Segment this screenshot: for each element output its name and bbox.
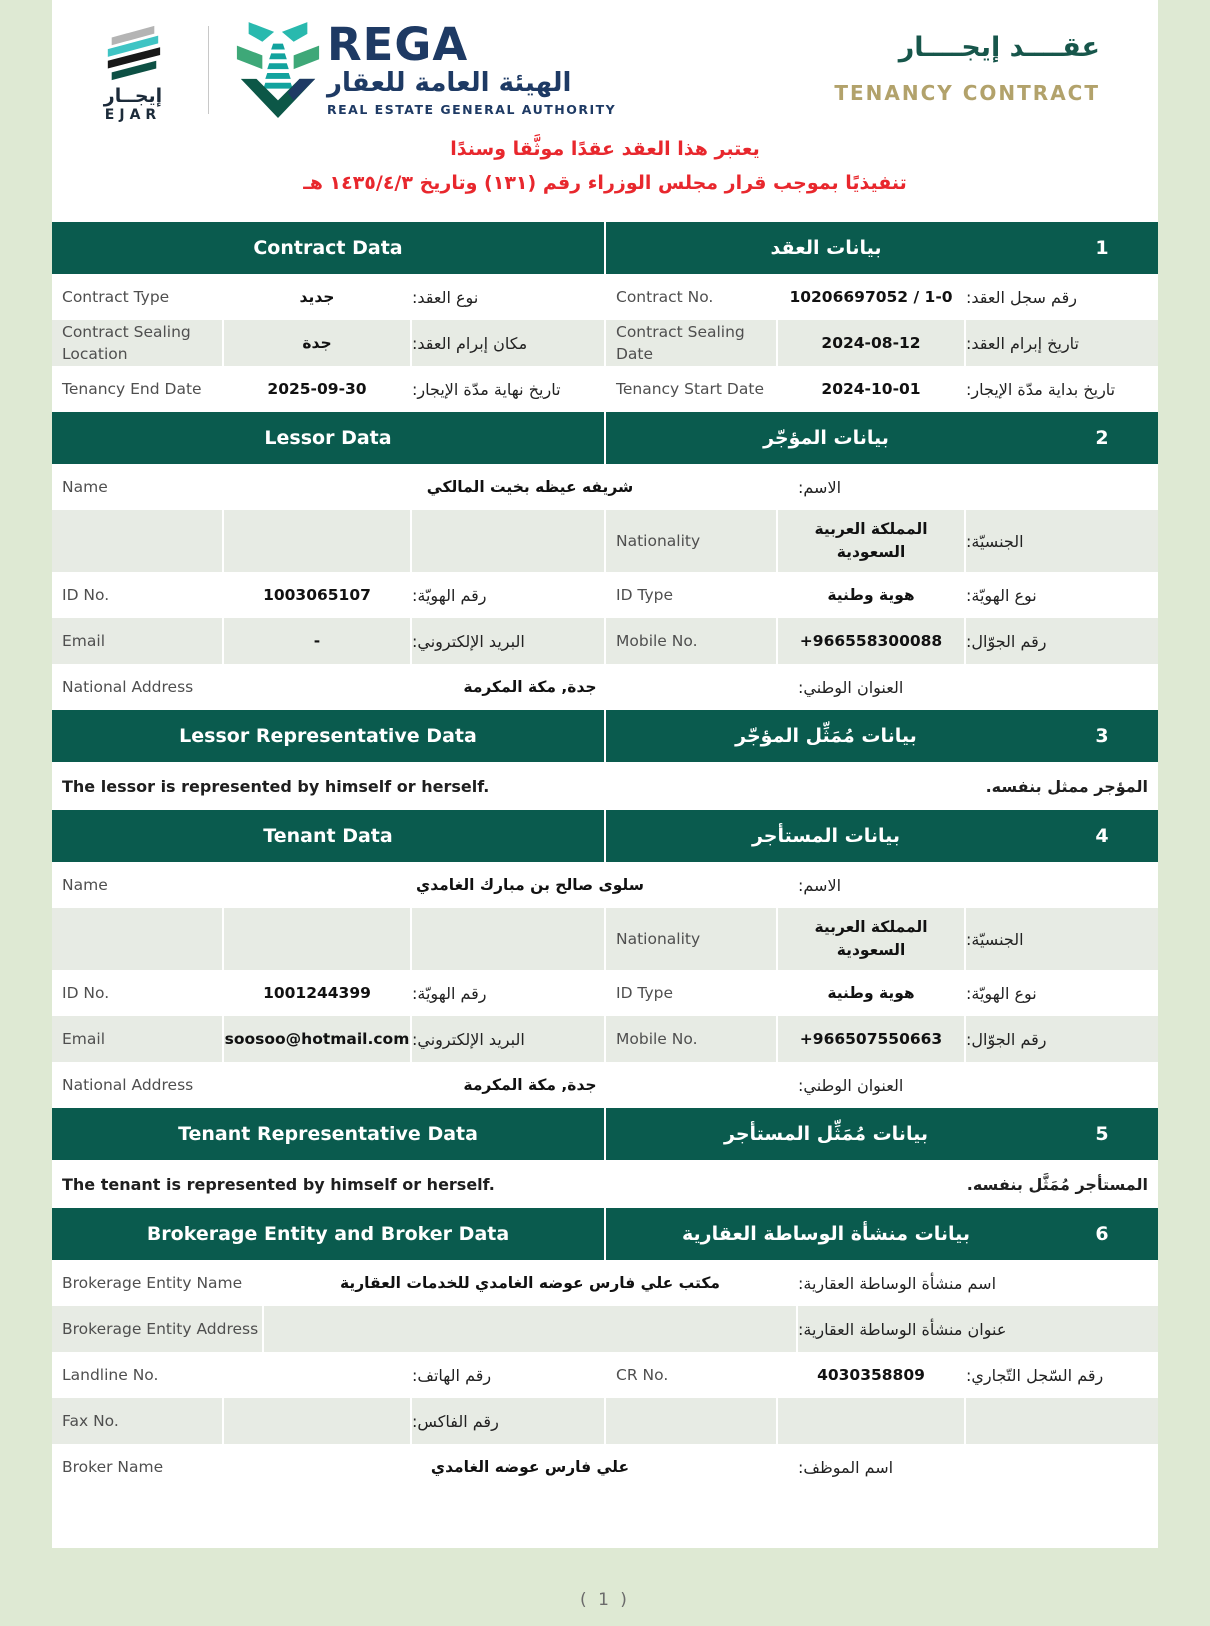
field-label-en: National Address bbox=[52, 664, 264, 710]
note-text-ar: المستأجر مُمَثَّل بنفسه. bbox=[966, 1174, 1148, 1194]
field-value: 1001244399 bbox=[224, 970, 412, 1016]
field-group-left bbox=[52, 1352, 604, 1398]
note-text-ar: المؤجر ممثل بنفسه. bbox=[985, 776, 1148, 796]
section-header-english bbox=[52, 222, 606, 274]
section-title-en: Tenant Representative Data bbox=[178, 1123, 478, 1146]
field-label-en bbox=[52, 510, 224, 572]
section-header-english bbox=[52, 710, 606, 762]
field-group-right bbox=[604, 366, 1158, 412]
field-label-en: Name bbox=[52, 862, 264, 908]
contract-title-english: TENANCY CONTRACT bbox=[834, 81, 1100, 105]
field-label-en: Landline No. bbox=[52, 1352, 224, 1398]
field-label-ar: البريد الإلكتروني: bbox=[412, 631, 525, 651]
ejar-name-arabic: إيجــار bbox=[103, 85, 163, 107]
field-label-en: CR No. bbox=[606, 1352, 778, 1398]
section-header bbox=[52, 1208, 1158, 1260]
field-label-en: Contract No. bbox=[606, 274, 778, 320]
field-label-en: Tenancy End Date bbox=[52, 366, 224, 412]
field-label-ar: مكان إبرام العقد: bbox=[412, 333, 528, 353]
field-value: سلوى صالح بن مبارك الغامدي bbox=[264, 862, 798, 908]
contract-title-arabic: عقــــد إيجــــار bbox=[898, 32, 1100, 63]
field-value bbox=[224, 1352, 412, 1398]
section-title-ar: بيانات منشأة الوساطة العقارية bbox=[681, 1223, 970, 1246]
field-value: جدة, مكة المكرمة bbox=[264, 664, 798, 710]
data-row bbox=[52, 366, 1158, 412]
field-label-en bbox=[52, 908, 224, 970]
field-label-ar: الاسم: bbox=[798, 477, 842, 497]
section-title-ar: بيانات المؤجّر bbox=[763, 427, 889, 450]
field-label-ar: رقم الجوّال: bbox=[966, 631, 1047, 651]
section-header-english bbox=[52, 1108, 606, 1160]
field-value: soosoo@hotmail.com bbox=[224, 1016, 412, 1062]
legal-notice-line-2: تنفيذيًا بموجب قرار مجلس الوزراء رقم (١٣١) وتاريخ ١٤٣٥/٤/٣ هـ bbox=[303, 172, 907, 195]
field-group-right bbox=[604, 274, 1158, 320]
section-header-english bbox=[52, 412, 606, 464]
section-number: 6 bbox=[1095, 1223, 1109, 1246]
field-value: جدة, مكة المكرمة bbox=[264, 1062, 798, 1108]
field-label-en: Brokerage Entity Address bbox=[52, 1306, 264, 1352]
field-value bbox=[224, 510, 412, 572]
data-row bbox=[52, 1260, 1158, 1306]
field-label-en: National Address bbox=[52, 1062, 264, 1108]
field-label-ar: الاسم: bbox=[798, 875, 842, 895]
field-group-right bbox=[604, 1398, 1158, 1444]
section-header-arabic bbox=[606, 222, 1158, 274]
data-row bbox=[52, 274, 1158, 320]
data-row bbox=[52, 618, 1158, 664]
data-row bbox=[52, 908, 1158, 970]
field-label-ar: رقم السّجل التّجاري: bbox=[966, 1365, 1104, 1385]
field-group-right bbox=[604, 908, 1158, 970]
field-group-left bbox=[52, 1016, 604, 1062]
field-label-ar bbox=[412, 510, 604, 572]
field-group-right bbox=[604, 510, 1158, 572]
rega-logo bbox=[233, 18, 617, 124]
field-label-en: Broker Name bbox=[52, 1444, 264, 1490]
field-label-en: Contract Sealing Date bbox=[606, 320, 778, 366]
field-label-en: Contract Type bbox=[52, 274, 224, 320]
field-group-right bbox=[604, 320, 1158, 366]
section-title-ar: بيانات مُمَثِّل المستأجر bbox=[724, 1123, 928, 1146]
field-value: 2024-08-12 bbox=[778, 320, 966, 366]
field-label-en: Nationality bbox=[606, 908, 778, 970]
section-header bbox=[52, 710, 1158, 762]
field-label-en: ID No. bbox=[52, 970, 224, 1016]
field-label-en: Email bbox=[52, 618, 224, 664]
field-label-ar: الجنسيّة: bbox=[966, 929, 1024, 949]
field-group-left bbox=[52, 970, 604, 1016]
field-label-ar bbox=[412, 908, 604, 970]
field-value: مكتب علي فارس عوضه الغامدي للخدمات العقارية bbox=[264, 1260, 798, 1306]
rega-name-latin: REAL ESTATE GENERAL AUTHORITY bbox=[327, 101, 617, 117]
field-value: - bbox=[224, 618, 412, 664]
field-group-left bbox=[52, 510, 604, 572]
field-group-right bbox=[604, 618, 1158, 664]
field-label-en: Mobile No. bbox=[606, 1016, 778, 1062]
section-header-arabic bbox=[606, 810, 1158, 862]
field-value: هوية وطنية bbox=[778, 572, 966, 618]
field-value: المملكة العربية السعودية bbox=[778, 510, 966, 572]
field-label-ar: اسم الموظف: bbox=[798, 1457, 894, 1477]
rega-name-arabic: الهيئة العامة للعقار bbox=[327, 68, 572, 98]
ejar-name-latin: EJAR bbox=[104, 106, 162, 123]
field-group-right bbox=[604, 572, 1158, 618]
section-header bbox=[52, 1108, 1158, 1160]
field-label-en: ID No. bbox=[52, 572, 224, 618]
contract-sections bbox=[52, 222, 1158, 1490]
data-row bbox=[52, 572, 1158, 618]
field-label-en: Name bbox=[52, 464, 264, 510]
data-row bbox=[52, 464, 1158, 510]
field-value: 4030358809 bbox=[778, 1352, 966, 1398]
data-row bbox=[52, 1306, 1158, 1352]
section-title-ar: بيانات العقد bbox=[770, 237, 882, 260]
field-label-en: Brokerage Entity Name bbox=[52, 1260, 264, 1306]
field-value: جديد bbox=[224, 274, 412, 320]
field-value: علي فارس عوضه الغامدي bbox=[264, 1444, 798, 1490]
field-value bbox=[224, 1398, 412, 1444]
data-row bbox=[52, 320, 1158, 366]
section-header-english bbox=[52, 810, 606, 862]
field-label-en: Contract Sealing Location bbox=[52, 320, 224, 366]
section-title-ar: بيانات مُمَثِّل المؤجّر bbox=[735, 725, 917, 748]
data-row bbox=[52, 1352, 1158, 1398]
field-value: 1003065107 bbox=[224, 572, 412, 618]
field-group-left bbox=[52, 572, 604, 618]
section-header-arabic bbox=[606, 412, 1158, 464]
field-label-en bbox=[606, 1398, 778, 1444]
data-row bbox=[52, 664, 1158, 710]
field-label-en: Fax No. bbox=[52, 1398, 224, 1444]
field-value: 10206697052 / 1-0 bbox=[778, 274, 966, 320]
data-row bbox=[52, 970, 1158, 1016]
field-label-en: Tenancy Start Date bbox=[606, 366, 778, 412]
rega-palm-icon bbox=[233, 22, 323, 124]
section-header bbox=[52, 222, 1158, 274]
field-label-ar: تاريخ نهاية مدّة الإيجار: bbox=[412, 379, 561, 399]
section-title-en: Contract Data bbox=[253, 237, 403, 260]
section-header-arabic bbox=[606, 710, 1158, 762]
field-label-ar: نوع الهويّة: bbox=[966, 585, 1037, 605]
section-number: 4 bbox=[1095, 825, 1109, 848]
field-label-ar: الجنسيّة: bbox=[966, 531, 1024, 551]
data-row bbox=[52, 1398, 1158, 1444]
field-value: 2025-09-30 bbox=[224, 366, 412, 412]
field-value: جدة bbox=[224, 320, 412, 366]
field-value bbox=[264, 1306, 798, 1352]
ejar-wordmark bbox=[104, 86, 162, 123]
field-group-right bbox=[604, 1352, 1158, 1398]
field-label-ar: عنوان منشأة الوساطة العقارية: bbox=[798, 1319, 1007, 1339]
contract-sheet bbox=[52, 0, 1158, 1548]
field-label-ar: رقم الجوّال: bbox=[966, 1029, 1047, 1049]
data-row bbox=[52, 862, 1158, 908]
field-value: 2024-10-01 bbox=[778, 366, 966, 412]
field-label-ar: نوع الهويّة: bbox=[966, 983, 1037, 1003]
field-label-ar: العنوان الوطني: bbox=[798, 677, 904, 697]
field-label-ar bbox=[966, 1398, 1158, 1444]
field-value: المملكة العربية السعودية bbox=[778, 908, 966, 970]
field-value: +966507550663 bbox=[778, 1016, 966, 1062]
field-value bbox=[224, 908, 412, 970]
data-row bbox=[52, 1444, 1158, 1490]
field-group-right bbox=[604, 970, 1158, 1016]
legal-notice bbox=[52, 132, 1158, 200]
field-label-ar: رقم الهاتف: bbox=[412, 1365, 492, 1385]
field-value: شريفه عيظه بخيت المالكي bbox=[264, 464, 798, 510]
section-header bbox=[52, 810, 1158, 862]
section-title-en: Brokerage Entity and Broker Data bbox=[146, 1223, 510, 1246]
field-label-en: ID Type bbox=[606, 572, 778, 618]
section-header bbox=[52, 412, 1158, 464]
field-label-ar: رقم الهويّة: bbox=[412, 585, 487, 605]
contract-title-block bbox=[834, 22, 1100, 105]
section-header-arabic bbox=[606, 1208, 1158, 1260]
document-header bbox=[52, 0, 1158, 124]
data-row bbox=[52, 1062, 1158, 1108]
ejar-logo bbox=[78, 22, 188, 123]
data-row bbox=[52, 510, 1158, 572]
section-title-en: Lessor Representative Data bbox=[179, 725, 477, 748]
field-label-ar: اسم منشأة الوساطة العقارية: bbox=[798, 1273, 997, 1293]
field-label-ar: رقم سجل العقد: bbox=[966, 287, 1077, 307]
field-value: هوية وطنية bbox=[778, 970, 966, 1016]
field-label-en: Nationality bbox=[606, 510, 778, 572]
section-title-ar: بيانات المستأجر bbox=[751, 825, 901, 848]
representation-note-row bbox=[52, 1160, 1158, 1208]
legal-notice-line-1: يعتبر هذا العقد عقدًا موثَّقا وسندًا bbox=[450, 138, 760, 160]
field-group-left bbox=[52, 1398, 604, 1444]
field-group-left bbox=[52, 618, 604, 664]
section-header-arabic bbox=[606, 1108, 1158, 1160]
data-row bbox=[52, 1016, 1158, 1062]
field-value: +966558300088 bbox=[778, 618, 966, 664]
page-number: ( 1 ) bbox=[580, 1590, 630, 1610]
note-text-en: The lessor is represented by himself or herself. bbox=[62, 776, 490, 796]
field-label-ar: رقم الفاكس: bbox=[412, 1411, 499, 1431]
field-value bbox=[778, 1398, 966, 1444]
field-group-left bbox=[52, 908, 604, 970]
field-label-en: Email bbox=[52, 1016, 224, 1062]
field-label-ar: نوع العقد: bbox=[412, 287, 479, 307]
field-label-ar: تاريخ بداية مدّة الإيجار: bbox=[966, 379, 1116, 399]
field-label-ar: تاريخ إبرام العقد: bbox=[966, 333, 1080, 353]
field-group-left bbox=[52, 320, 604, 366]
field-label-en: ID Type bbox=[606, 970, 778, 1016]
ejar-stripes-icon bbox=[97, 22, 169, 84]
section-number: 3 bbox=[1095, 725, 1109, 748]
note-text-en: The tenant is represented by himself or herself. bbox=[62, 1174, 495, 1194]
representation-note-row bbox=[52, 762, 1158, 810]
section-title-en: Lessor Data bbox=[264, 427, 392, 450]
section-number: 1 bbox=[1095, 237, 1109, 260]
rega-wordmark: REGA bbox=[327, 18, 469, 71]
field-label-ar: العنوان الوطني: bbox=[798, 1075, 904, 1095]
field-group-left bbox=[52, 274, 604, 320]
field-label-ar: البريد الإلكتروني: bbox=[412, 1029, 525, 1049]
rega-wordmark-block bbox=[327, 18, 617, 117]
field-label-en: Mobile No. bbox=[606, 618, 778, 664]
section-number: 5 bbox=[1095, 1123, 1109, 1146]
section-header-english bbox=[52, 1208, 606, 1260]
section-number: 2 bbox=[1095, 427, 1109, 450]
field-group-right bbox=[604, 1016, 1158, 1062]
field-label-ar: رقم الهويّة: bbox=[412, 983, 487, 1003]
section-title-en: Tenant Data bbox=[263, 825, 393, 848]
field-group-left bbox=[52, 366, 604, 412]
header-divider bbox=[208, 26, 209, 114]
